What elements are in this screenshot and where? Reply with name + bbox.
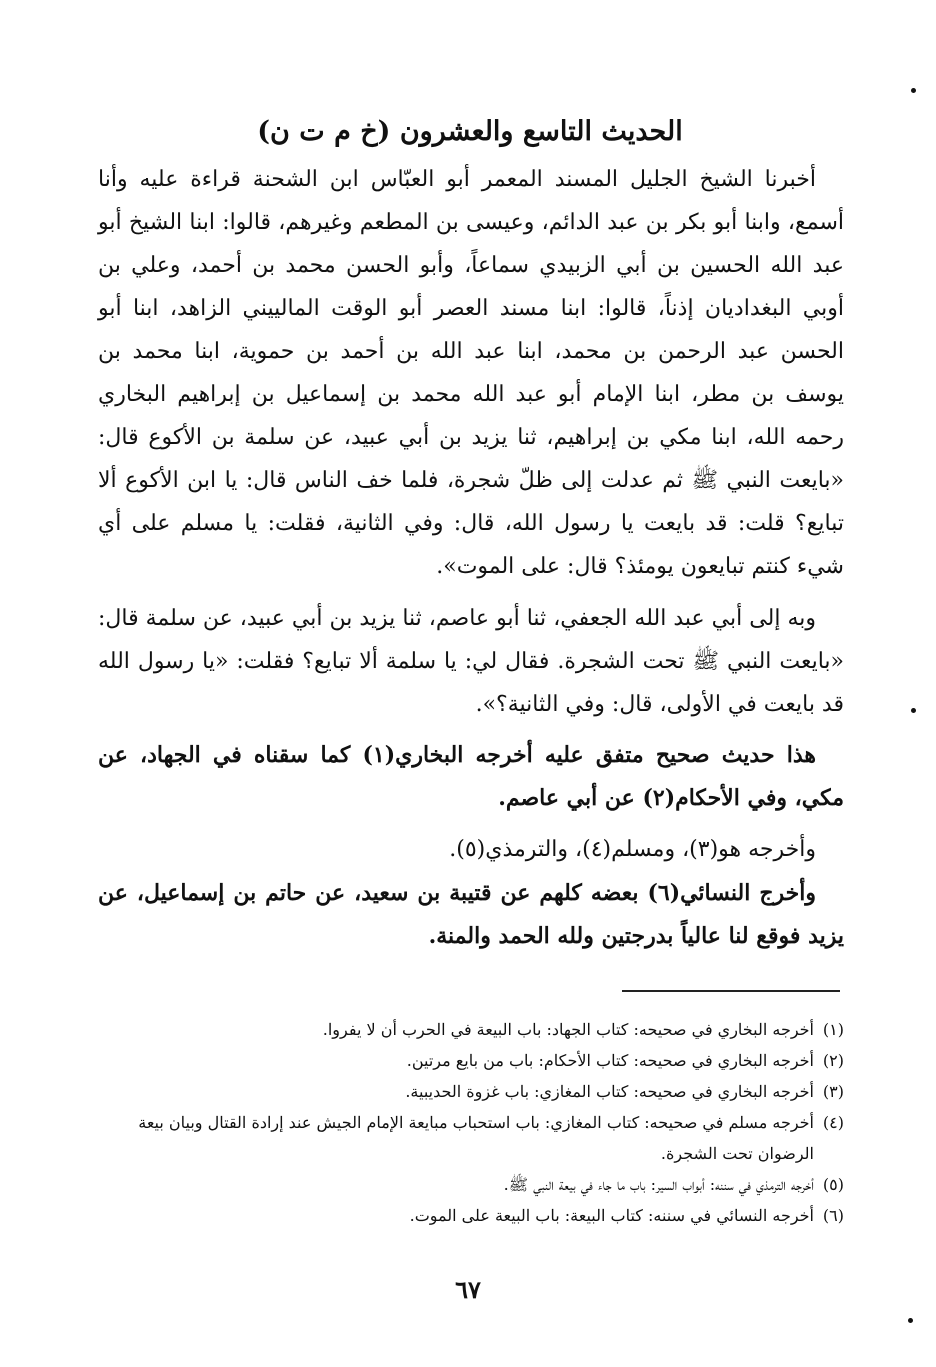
paragraph-text: هذا حديث صحيح متفق عليه أخرجه البخاري(١) كما سقناه في الجهاد، عن مكي، وفي الأحكام(٢) عن أبي عاصم. <box>98 742 844 811</box>
footnote-text: أخرجه البخاري في صحيحه: كتاب الأحكام: باب من بايع مرتين. <box>406 1051 814 1070</box>
footnote-number: (٥) <box>822 1175 844 1194</box>
footnote <box>104 1076 844 1107</box>
margin-dot <box>911 708 916 713</box>
margin-dot <box>911 88 916 93</box>
footnotes <box>104 1014 844 1231</box>
footnote-text: أخرجه النسائي في سننه: كتاب البيعة: باب البيعة على الموت. <box>409 1206 814 1225</box>
footnote-number: (٢) <box>822 1051 844 1070</box>
footnote-number: (٤) <box>822 1113 844 1132</box>
isnad-paragraph <box>98 158 844 588</box>
sources-paragraph <box>98 828 844 871</box>
paragraph-text: وأخرجه هو(٣)، ومسلم(٤)، والترمذي(٥). <box>449 837 816 862</box>
footnote <box>104 1107 844 1169</box>
footnote-text: أخرجه البخاري في صحيحه: كتاب المغازي: باب غزوة الحديبية. <box>405 1082 814 1101</box>
page-number: ٦٧ <box>455 1275 481 1304</box>
margin-dot <box>908 1318 913 1323</box>
footnote <box>104 1045 844 1076</box>
hadith-title: الحديث التاسع والعشرون (خ م ت ن) <box>257 116 683 147</box>
footnote-number: (٣) <box>822 1082 844 1101</box>
footnote-text: أخرجه البخاري في صحيحه: كتاب الجهاد: باب البيعة في الحرب أن لا يفروا. <box>322 1020 814 1039</box>
paragraph-text: وبه إلى أبي عبد الله الجعفي، ثنا أبو عاصم، ثنا يزيد بن أبي عبيد، عن سلمة قال: «بايعت النبي ﷺ تحت الشجرة. فقال لي: يا سلمة ألا تبايع؟ فقلت: «يا رسول الله قد بايعت في الأولى، قال: وفي الثانية؟». <box>98 606 844 717</box>
footnote-number: (٦) <box>822 1206 844 1225</box>
takhrij-paragraph <box>98 734 844 820</box>
footnote-text: أخرجه الترمذي في سننه: أبواب السير: باب ما جاء في بيعة النبي ﷺ. <box>503 1175 814 1194</box>
footnote-separator <box>622 990 840 992</box>
footnote-text: أخرجه مسلم في صحيحه: كتاب المغازي: باب استحباب مبايعة الإمام الجيش عند إرادة القتال وبيان بيعة الرضوان تحت الشجرة. <box>138 1113 814 1163</box>
footnote <box>104 1169 844 1200</box>
footnote <box>104 1014 844 1045</box>
nasai-paragraph <box>98 872 844 958</box>
paragraph-text: وأخرج النسائي(٦) بعضه كلهم عن قتيبة بن سعيد، عن حاتم بن إسماعيل، عن يزيد فوقع لنا عالياً بدرجتين ولله الحمد والمنة. <box>98 880 844 949</box>
footnote-number: (١) <box>822 1020 844 1039</box>
second-narration-paragraph <box>98 597 844 726</box>
paragraph-text: أخبرنا الشيخ الجليل المسند المعمر أبو العبّاس ابن الشحنة قراءة عليه وأنا أسمع، وابنا أبو بكر بن عبد الدائم، وعيسى بن المطعم وغيرهم، قالوا: ابنا الشيخ أبو عبد الله الحسين بن أبي الزبيدي سماعاً، وأبو الحسن محمد بن أحمد، وعلي بن أوبي البغداديان إذناً، قالوا: ابنا مسند العصر أبو الوقت المالييني الزاهد، ابنا أبو الحسن عبد الرحمن بن محمد، ابنا عبد الله بن أحمد بن حموية، ابنا محمد بن يوسف بن مطر، ابنا الإمام أبو عبد الله محمد بن إسماعيل بن إبراهيم البخاري رحمه الله، ابنا مكي بن إبراهيم، ثنا يزيد بن أبي عبيد، عن سلمة بن الأكوع قال: «بايعت النبي ﷺ ثم عدلت إلى ظلّ شجرة، فلما خف الناس قال: يا ابن الأكوع ألا تبايع؟ قلت: قد بايعت يا رسول الله، قال: وفي الثانية، فقلت: يا مسلم على أي شيء كنتم تبايعون يومئذ؟ قال: على الموت». <box>98 167 845 579</box>
footnote <box>104 1200 844 1231</box>
